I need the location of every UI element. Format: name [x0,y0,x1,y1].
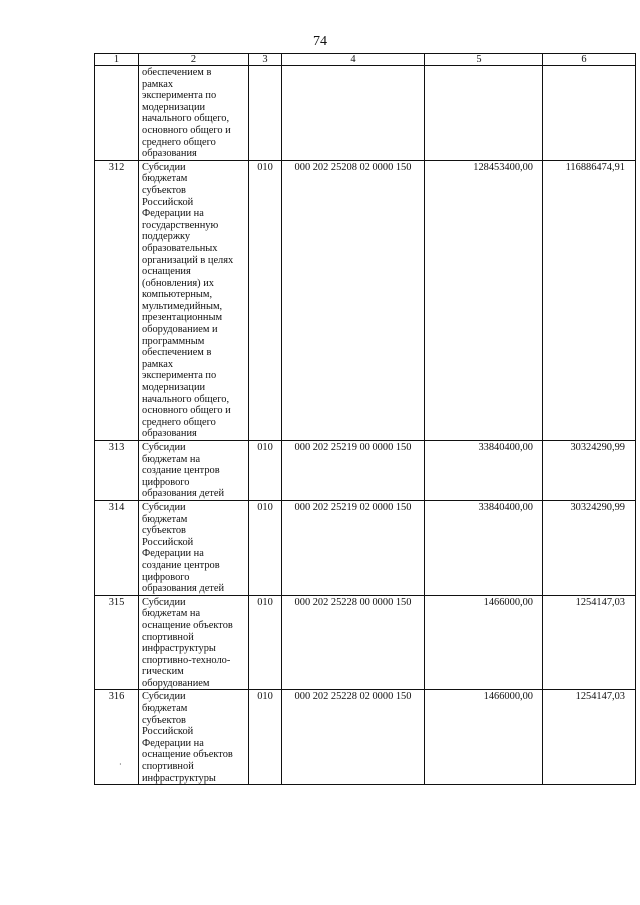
executed-amount [543,66,636,161]
budget-classification-code: 000 202 25228 02 0000 150 [282,690,425,785]
executed-amount: 1254147,03 [543,595,636,690]
row-name-line: модернизации [142,382,206,394]
row-number: 315 [95,595,139,690]
column-header: 6 [543,54,636,66]
row-name-line: программным [142,335,205,347]
row-name-line: образовательных [142,242,218,254]
row-name [139,690,249,785]
row-name-line: создание центров [142,559,220,571]
row-name-line: спортивной [142,761,194,773]
planned-amount [425,66,543,161]
row-name-line: бюджетам [142,513,188,525]
row-name-line: цифрового [142,571,190,583]
planned-amount: 33840400,00 [425,441,543,501]
table-row [95,160,636,440]
row-name-line: субъектов [142,184,186,196]
table-row [95,441,636,501]
table-row [95,690,636,785]
row-name-line: Российской [142,726,194,738]
row-name-line: бюджетам на [142,453,201,465]
row-name-line: Российской [142,196,194,208]
row-name-line: цифрового [142,476,190,488]
row-name-line: начального общего, [142,393,230,405]
row-name-line: спортивной [142,631,194,643]
planned-amount: 1466000,00 [425,690,543,785]
row-number: 316 [95,690,139,785]
report-table [94,53,636,785]
row-name-line: эксперимента по [142,90,217,102]
row-number: 312 [95,160,139,440]
planned-amount: 1466000,00 [425,595,543,690]
row-name-line: Субсидии [142,501,186,513]
row-name-line: рамках [142,78,174,90]
row-name-line: обеспечением в [142,347,212,359]
row-name-line: начального общего, [142,113,230,125]
column-header: 1 [95,54,139,66]
row-name-line: Субсидии [142,442,186,453]
row-name-line: Субсидии [142,161,186,173]
row-name-line: бюджетам на [142,608,201,620]
row-name-line: организаций в целях [142,254,234,266]
table-row [95,595,636,690]
row-name-line: презентационным [142,312,223,324]
row-name [139,66,249,161]
row-name-line: Субсидии [142,691,186,703]
row-name-line: оснащение объектов [142,749,233,761]
row-name [139,595,249,690]
row-name-line: субъектов [142,525,186,537]
row-name-line: Российской [142,536,194,548]
budget-classification-code: 000 202 25228 00 0000 150 [282,595,425,690]
scan-mark: · [119,760,122,769]
row-name-line: образования детей [142,583,225,595]
row-name-line: поддержку [142,231,191,243]
row-name-line: среднего общего [142,136,216,148]
admin-code: 010 [249,160,282,440]
row-name-line: оснащения [142,266,191,278]
executed-amount: 30324290,99 [543,500,636,595]
budget-classification-code [282,66,425,161]
row-name-line: модернизации [142,101,206,113]
row-name-line: оборудованием [142,677,210,689]
row-name-line: образования [142,428,197,440]
row-name-line: субъектов [142,714,186,726]
row-number: 313 [95,441,139,501]
row-name-line: среднего общего [142,416,216,428]
row-name-line: образования [142,148,197,160]
row-name [139,160,249,440]
row-name-line: оснащение объектов [142,619,233,631]
column-header: 4 [282,54,425,66]
budget-classification-code: 000 202 25219 02 0000 150 [282,500,425,595]
row-name-line: Федерации на [142,737,204,749]
table-header-row [95,54,636,66]
row-name-line: Федерации на [142,548,204,560]
row-name-line: инфраструктуры [142,772,216,784]
executed-amount: 1254147,03 [543,690,636,785]
admin-code [249,66,282,161]
row-name-line: бюджетам [142,703,188,715]
row-name-line: основного общего и [142,405,231,417]
page-number: 74 [313,34,327,49]
row-name-line: гическим [142,666,184,678]
budget-classification-code: 000 202 25208 02 0000 150 [282,160,425,440]
column-header: 5 [425,54,543,66]
executed-amount: 30324290,99 [543,441,636,501]
row-name-line: компьютерным, [142,289,213,301]
row-name-line: основного общего и [142,124,231,136]
row-name-line: государственную [142,219,219,231]
column-header: 3 [249,54,282,66]
row-name-line: эксперимента по [142,370,217,382]
admin-code: 010 [249,500,282,595]
row-name-line: инфраструктуры [142,643,216,655]
admin-code: 010 [249,441,282,501]
admin-code: 010 [249,690,282,785]
planned-amount: 128453400,00 [425,160,543,440]
row-name-line: образования детей [142,488,225,500]
column-header: 2 [139,54,249,66]
table-row [95,500,636,595]
admin-code: 010 [249,595,282,690]
row-name [139,441,249,501]
row-name-line: спортивно-техноло- [142,654,231,666]
row-name-line: Федерации на [142,208,204,220]
row-name-line: (обновления) их [142,277,214,289]
planned-amount: 33840400,00 [425,500,543,595]
row-name-line: Субсидии [142,596,186,608]
row-name-line: создание центров [142,465,220,477]
row-number: 314 [95,500,139,595]
row-name-line: бюджетам [142,173,188,185]
budget-classification-code: 000 202 25219 00 0000 150 [282,441,425,501]
row-name-line: оборудованием и [142,324,218,336]
row-number [95,66,139,161]
table-row [95,66,636,161]
row-name-line: рамках [142,358,174,370]
executed-amount: 116886474,91 [543,160,636,440]
row-name-line: мультимедийным, [142,300,223,312]
row-name [139,500,249,595]
row-name-line: обеспечением в [142,67,212,78]
